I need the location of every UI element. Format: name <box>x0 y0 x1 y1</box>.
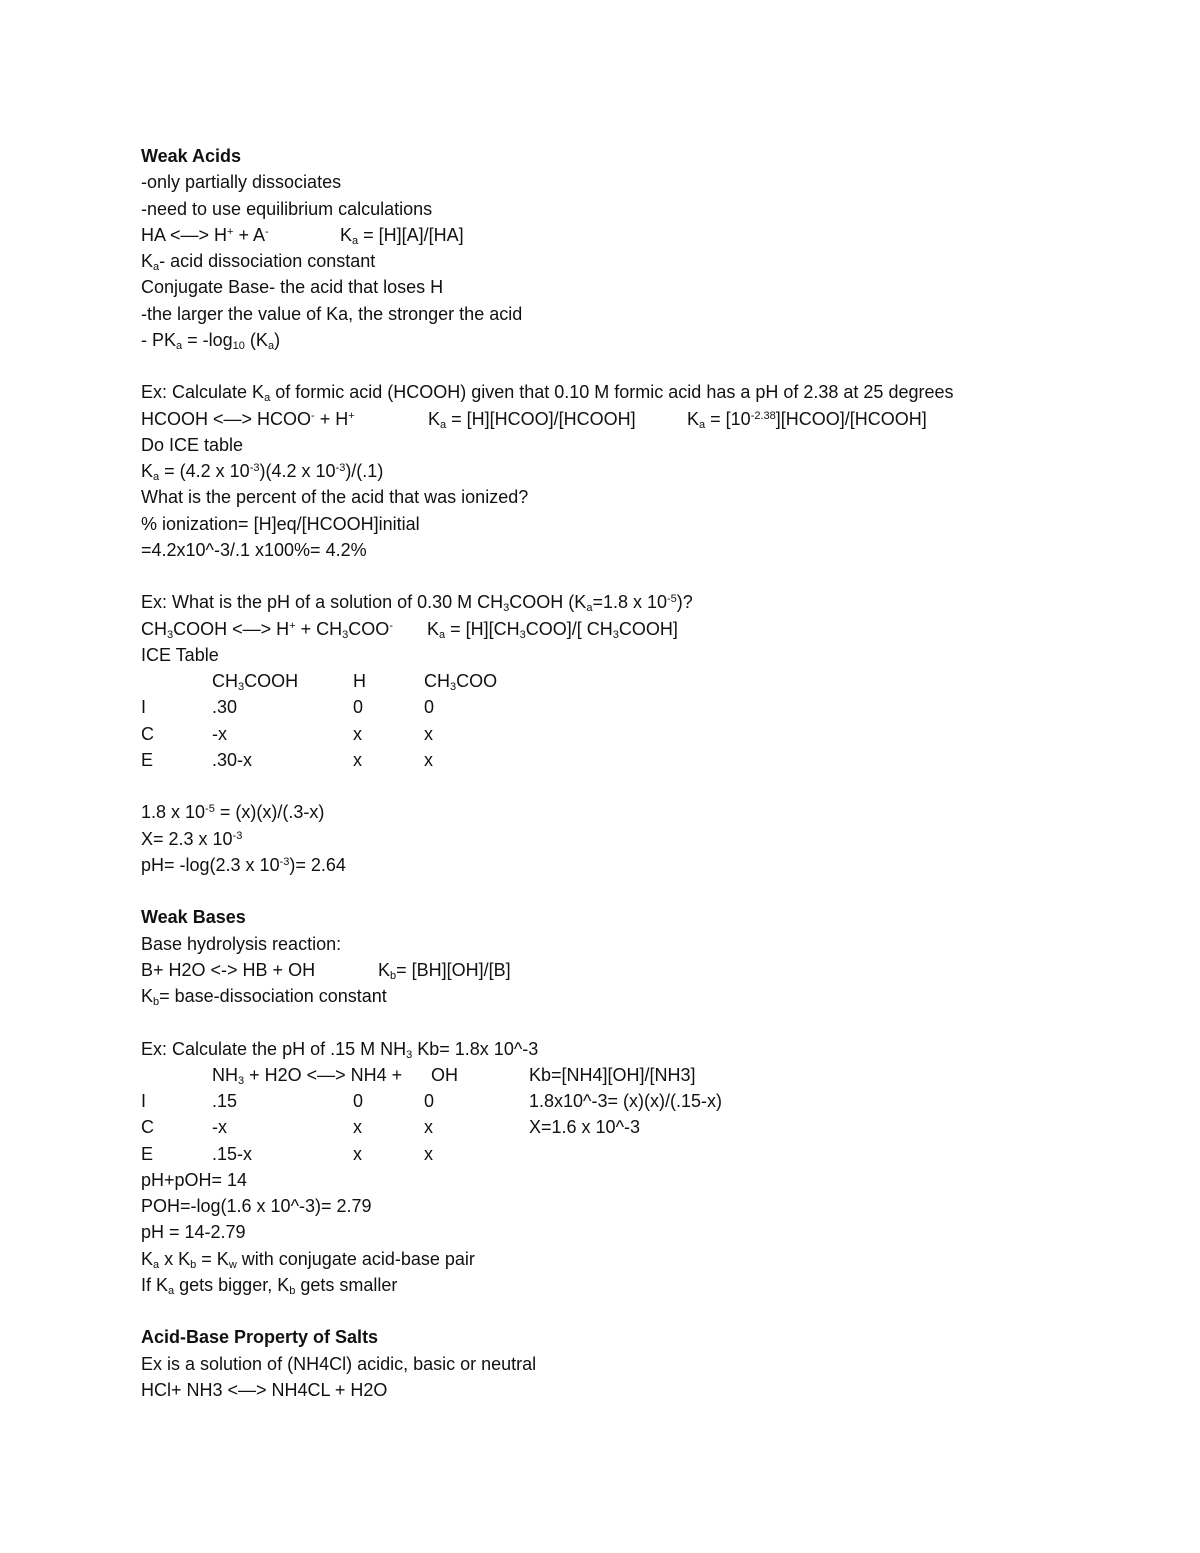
subscript: 3 <box>238 681 245 693</box>
equation-part: = [H][A]/[HA] <box>358 224 464 245</box>
line-text: K <box>141 986 154 1006</box>
superscript: -5 <box>667 593 677 606</box>
cell-text: COO <box>456 671 498 691</box>
text-line <box>141 642 1141 668</box>
line-text: pH+pOH= 14 <box>141 1169 248 1190</box>
equation-part: K <box>427 618 440 639</box>
text-line <box>141 458 1141 484</box>
line-text: (K <box>244 329 268 350</box>
superscript: -5 <box>205 803 215 816</box>
ice-cell: x <box>424 1143 433 1164</box>
equation-line <box>141 957 1141 983</box>
superscript: + <box>348 409 355 422</box>
subscript: 10 <box>232 339 245 352</box>
line-text: Ex: What is the pH of a solution of 0.30 M CH <box>141 592 504 613</box>
line-text: -only partially dissociates <box>141 172 342 193</box>
heading-text: Weak Acids <box>141 146 242 166</box>
line-text: =1.8 x 10 <box>592 592 667 613</box>
subscript: b <box>390 969 397 982</box>
side-calculation: 1.8x10^-3= (x)(x)/(.15-x) <box>529 1091 722 1111</box>
ice-table-row <box>141 1141 1141 1167</box>
subscript: a <box>264 392 271 405</box>
line-text: Kb= 1.8x 10^-3 <box>412 1038 539 1059</box>
ice-cell: 0 <box>353 1091 364 1111</box>
text-line <box>141 301 1141 327</box>
ice-table-row <box>141 721 1141 747</box>
ice-table-row <box>141 1114 1141 1140</box>
line-text: )= 2.64 <box>289 854 346 875</box>
line-text: K <box>141 251 154 271</box>
blank-line <box>141 1009 1141 1035</box>
line-text: Base hydrolysis reaction: <box>141 933 342 954</box>
ice-cell: x <box>424 749 433 770</box>
text-line <box>141 484 1141 510</box>
example-line <box>141 1036 1141 1062</box>
cell-text: COOH <box>244 671 299 691</box>
line-text: What is the percent of the acid that was ionized? <box>141 487 529 508</box>
ice-cell: x <box>353 1117 362 1138</box>
blank-line <box>141 773 1141 799</box>
equation-part: = [H][HCOO]/[HCOOH] <box>446 408 636 429</box>
superscript: - <box>311 409 315 422</box>
ice-cell: .15 <box>212 1091 238 1111</box>
ice-table-row <box>141 747 1141 773</box>
subscript: a <box>439 628 446 641</box>
blank-line <box>141 878 1141 904</box>
text-line <box>141 537 1141 563</box>
ice-header-cell: OH <box>431 1064 458 1085</box>
ice-table-header <box>141 1062 1141 1088</box>
ice-table-row <box>141 1088 1141 1114</box>
equation-part: K <box>340 224 353 245</box>
ice-cell: x <box>353 723 362 744</box>
line-text: of formic acid (HCOOH) given that 0.10 M formic acid has a pH of 2.38 at 25 degrees <box>270 382 954 403</box>
text-line <box>141 983 1141 1009</box>
subscript: w <box>228 1258 237 1271</box>
equation-part: K <box>378 959 391 980</box>
ice-row-label: E <box>141 749 154 770</box>
text-line <box>141 1246 1141 1272</box>
equation-part: B+ H2O <-> HB + OH <box>141 959 316 980</box>
text-line <box>141 169 1141 195</box>
line-text: = (x)(x)/(.3-x) <box>214 802 325 823</box>
superscript: -3 <box>279 855 290 868</box>
text-line <box>141 1351 1141 1377</box>
line-text: K <box>141 461 154 481</box>
example-line <box>141 589 1141 615</box>
equation-part: K <box>687 408 700 429</box>
line-text: Ex is a solution of (NH4Cl) acidic, basic or neutral <box>141 1353 537 1374</box>
text-line <box>141 248 1141 274</box>
line-text: =4.2x10^-3/.1 x100%= 4.2% <box>141 539 367 560</box>
text-line <box>141 1272 1141 1298</box>
side-calculation: X=1.6 x 10^-3 <box>529 1117 641 1138</box>
line-text: )? <box>676 592 693 613</box>
line-text: K <box>141 1248 154 1269</box>
ice-header-cell <box>212 1062 402 1088</box>
ice-cell: x <box>353 749 362 770</box>
line-text: Ex: Calculate K <box>141 382 265 403</box>
line-text: = base-dissociation constant <box>159 986 387 1006</box>
subscript: b <box>289 1284 296 1297</box>
cell-text: NH <box>212 1064 238 1085</box>
equation-part: COO]/[ CH <box>525 618 613 639</box>
superscript: -3 <box>232 829 243 842</box>
notes-body <box>141 143 1141 1403</box>
ice-table-header <box>141 668 1141 694</box>
line-text: )/(.1) <box>345 461 384 481</box>
line-text: Conjugate Base- the acid that loses H <box>141 277 444 298</box>
equation-part: + H <box>314 408 349 429</box>
line-text: X= 2.3 x 10 <box>141 828 233 849</box>
subscript: 3 <box>342 628 349 641</box>
text-line <box>141 1377 1141 1403</box>
text-line <box>141 327 1141 353</box>
line-text: )(4.2 x 10 <box>259 461 336 481</box>
text-line <box>141 1167 1141 1193</box>
ice-cell: 0 <box>424 697 435 718</box>
ice-row-label: C <box>141 1117 154 1138</box>
subscript: 3 <box>167 628 174 641</box>
line-text: POH=-log(1.6 x 10^-3)= 2.79 <box>141 1196 372 1216</box>
ice-cell: x <box>424 723 433 744</box>
equation-part: K <box>428 408 441 429</box>
cell-text: + H2O <—> NH4 + <box>244 1064 403 1085</box>
ice-row-label: E <box>141 1143 154 1164</box>
ka-expression <box>427 616 678 642</box>
line-text: = (4.2 x 10 <box>159 461 250 481</box>
line-text: = -log <box>182 329 233 350</box>
line-text: COOH (K <box>509 592 587 613</box>
line-text: = K <box>196 1248 229 1269</box>
subscript: a <box>168 1284 175 1297</box>
ice-header-cell <box>212 668 298 694</box>
heading-text: Acid-Base Property of Salts <box>141 1327 379 1348</box>
line-text: - PK <box>141 329 177 350</box>
equation-part: COOH <—> H <box>173 618 290 639</box>
superscript: -3 <box>249 462 260 474</box>
text-line <box>141 274 1141 300</box>
line-text: -the larger the value of Ka, the stronger the acid <box>141 303 523 324</box>
text-line <box>141 852 1141 878</box>
line-text: 1.8 x 10 <box>141 802 206 823</box>
ice-header-cell: H <box>353 671 366 691</box>
line-text: gets smaller <box>295 1274 398 1295</box>
equation-line <box>141 616 1141 642</box>
equation-part: + A <box>233 224 266 245</box>
text-line <box>141 826 1141 852</box>
subscript: a <box>352 234 359 247</box>
blank-line <box>141 353 1141 379</box>
ice-cell: .30 <box>212 697 238 718</box>
equation-line <box>141 406 1141 432</box>
heading-salts <box>141 1324 1141 1350</box>
equation-part: = [BH][OH]/[B] <box>396 959 511 980</box>
line-text: pH= -log(2.3 x 10 <box>141 854 280 875</box>
equation-part: COOH] <box>618 618 678 639</box>
subscript: a <box>153 1258 160 1271</box>
line-text: pH = 14-2.79 <box>141 1222 246 1243</box>
line-text: Ex: Calculate the pH of .15 M NH <box>141 1038 407 1059</box>
ice-cell: 0 <box>353 697 364 718</box>
equation-part: COO <box>348 618 390 639</box>
line-text: ICE Table <box>141 644 219 665</box>
text-line <box>141 931 1141 957</box>
text-line <box>141 1193 1141 1219</box>
line-text: x K <box>159 1248 191 1269</box>
ice-cell: x <box>353 1143 362 1164</box>
ice-cell: -x <box>212 1117 227 1138</box>
kb-expression: Kb=[NH4][OH]/[NH3] <box>529 1064 696 1085</box>
equation-line <box>141 222 1141 248</box>
ice-cell: .30-x <box>212 749 253 770</box>
subscript: a <box>153 471 160 483</box>
ice-row-label: C <box>141 723 154 744</box>
ice-row-label: I <box>141 1091 147 1111</box>
line-text: % ionization= [H]eq/[HCOOH]initial <box>141 513 420 534</box>
line-text: - acid dissociation constant <box>159 251 376 271</box>
line-text: If K <box>141 1274 169 1295</box>
text-line <box>141 511 1141 537</box>
superscript: - <box>265 225 269 238</box>
ice-header-cell <box>424 668 497 694</box>
line-text: HCl+ NH3 <—> NH4CL + H2O <box>141 1379 388 1400</box>
subscript: 3 <box>503 602 510 615</box>
blank-line <box>141 563 1141 589</box>
ice-table-row <box>141 694 1141 720</box>
blank-line <box>141 1298 1141 1324</box>
subscript: a <box>153 261 160 273</box>
text-line <box>141 1219 1141 1245</box>
ka-substituted <box>687 406 927 432</box>
subscript: a <box>586 602 593 615</box>
ice-cell: 0 <box>424 1091 435 1111</box>
subscript: a <box>699 418 706 431</box>
text-line <box>141 799 1141 825</box>
heading-weak-bases <box>141 904 1141 930</box>
kb-expression <box>378 957 511 983</box>
subscript: 3 <box>406 1048 413 1061</box>
subscript: b <box>153 996 160 1008</box>
equation-part: = [10 <box>705 408 751 429</box>
subscript: 3 <box>450 681 457 693</box>
subscript: a <box>440 418 447 431</box>
ka-expression <box>340 222 464 248</box>
superscript: -3 <box>335 462 346 474</box>
line-text: ) <box>274 329 281 350</box>
line-text: Do ICE table <box>141 434 244 455</box>
superscript: + <box>227 225 234 238</box>
heading-weak-acids <box>141 143 1141 169</box>
heading-text: Weak Bases <box>141 907 246 928</box>
superscript: -2.38 <box>750 409 776 422</box>
line-text: -need to use equilibrium calculations <box>141 198 433 219</box>
cell-text: CH <box>212 671 238 691</box>
ice-row-label: I <box>141 697 147 718</box>
equation-part: CH <box>141 618 167 639</box>
text-line <box>141 432 1141 458</box>
subscript: a <box>267 339 275 352</box>
equation-part: ][HCOO]/[HCOOH] <box>775 408 927 429</box>
subscript: a <box>176 339 183 352</box>
text-line <box>141 196 1141 222</box>
ice-cell: x <box>424 1117 433 1138</box>
cell-text: CH <box>424 671 450 691</box>
equation-part: + CH <box>295 618 343 639</box>
superscript: - <box>389 619 393 632</box>
equation-part: HCOOH <—> HCOO <box>141 408 312 429</box>
subscript: 3 <box>519 628 526 641</box>
example-line <box>141 379 1141 405</box>
equation-part: HA <—> H <box>141 224 228 245</box>
line-text: gets bigger, K <box>174 1274 290 1295</box>
line-text: with conjugate acid-base pair <box>236 1248 475 1269</box>
equation-part: = [H][CH <box>445 618 520 639</box>
subscript: b <box>190 1258 197 1271</box>
ice-cell: -x <box>212 723 227 744</box>
subscript: 3 <box>612 628 619 641</box>
ka-expression <box>428 406 636 432</box>
superscript: + <box>289 619 296 632</box>
subscript: 3 <box>238 1074 245 1087</box>
ice-cell: .15-x <box>212 1143 253 1164</box>
